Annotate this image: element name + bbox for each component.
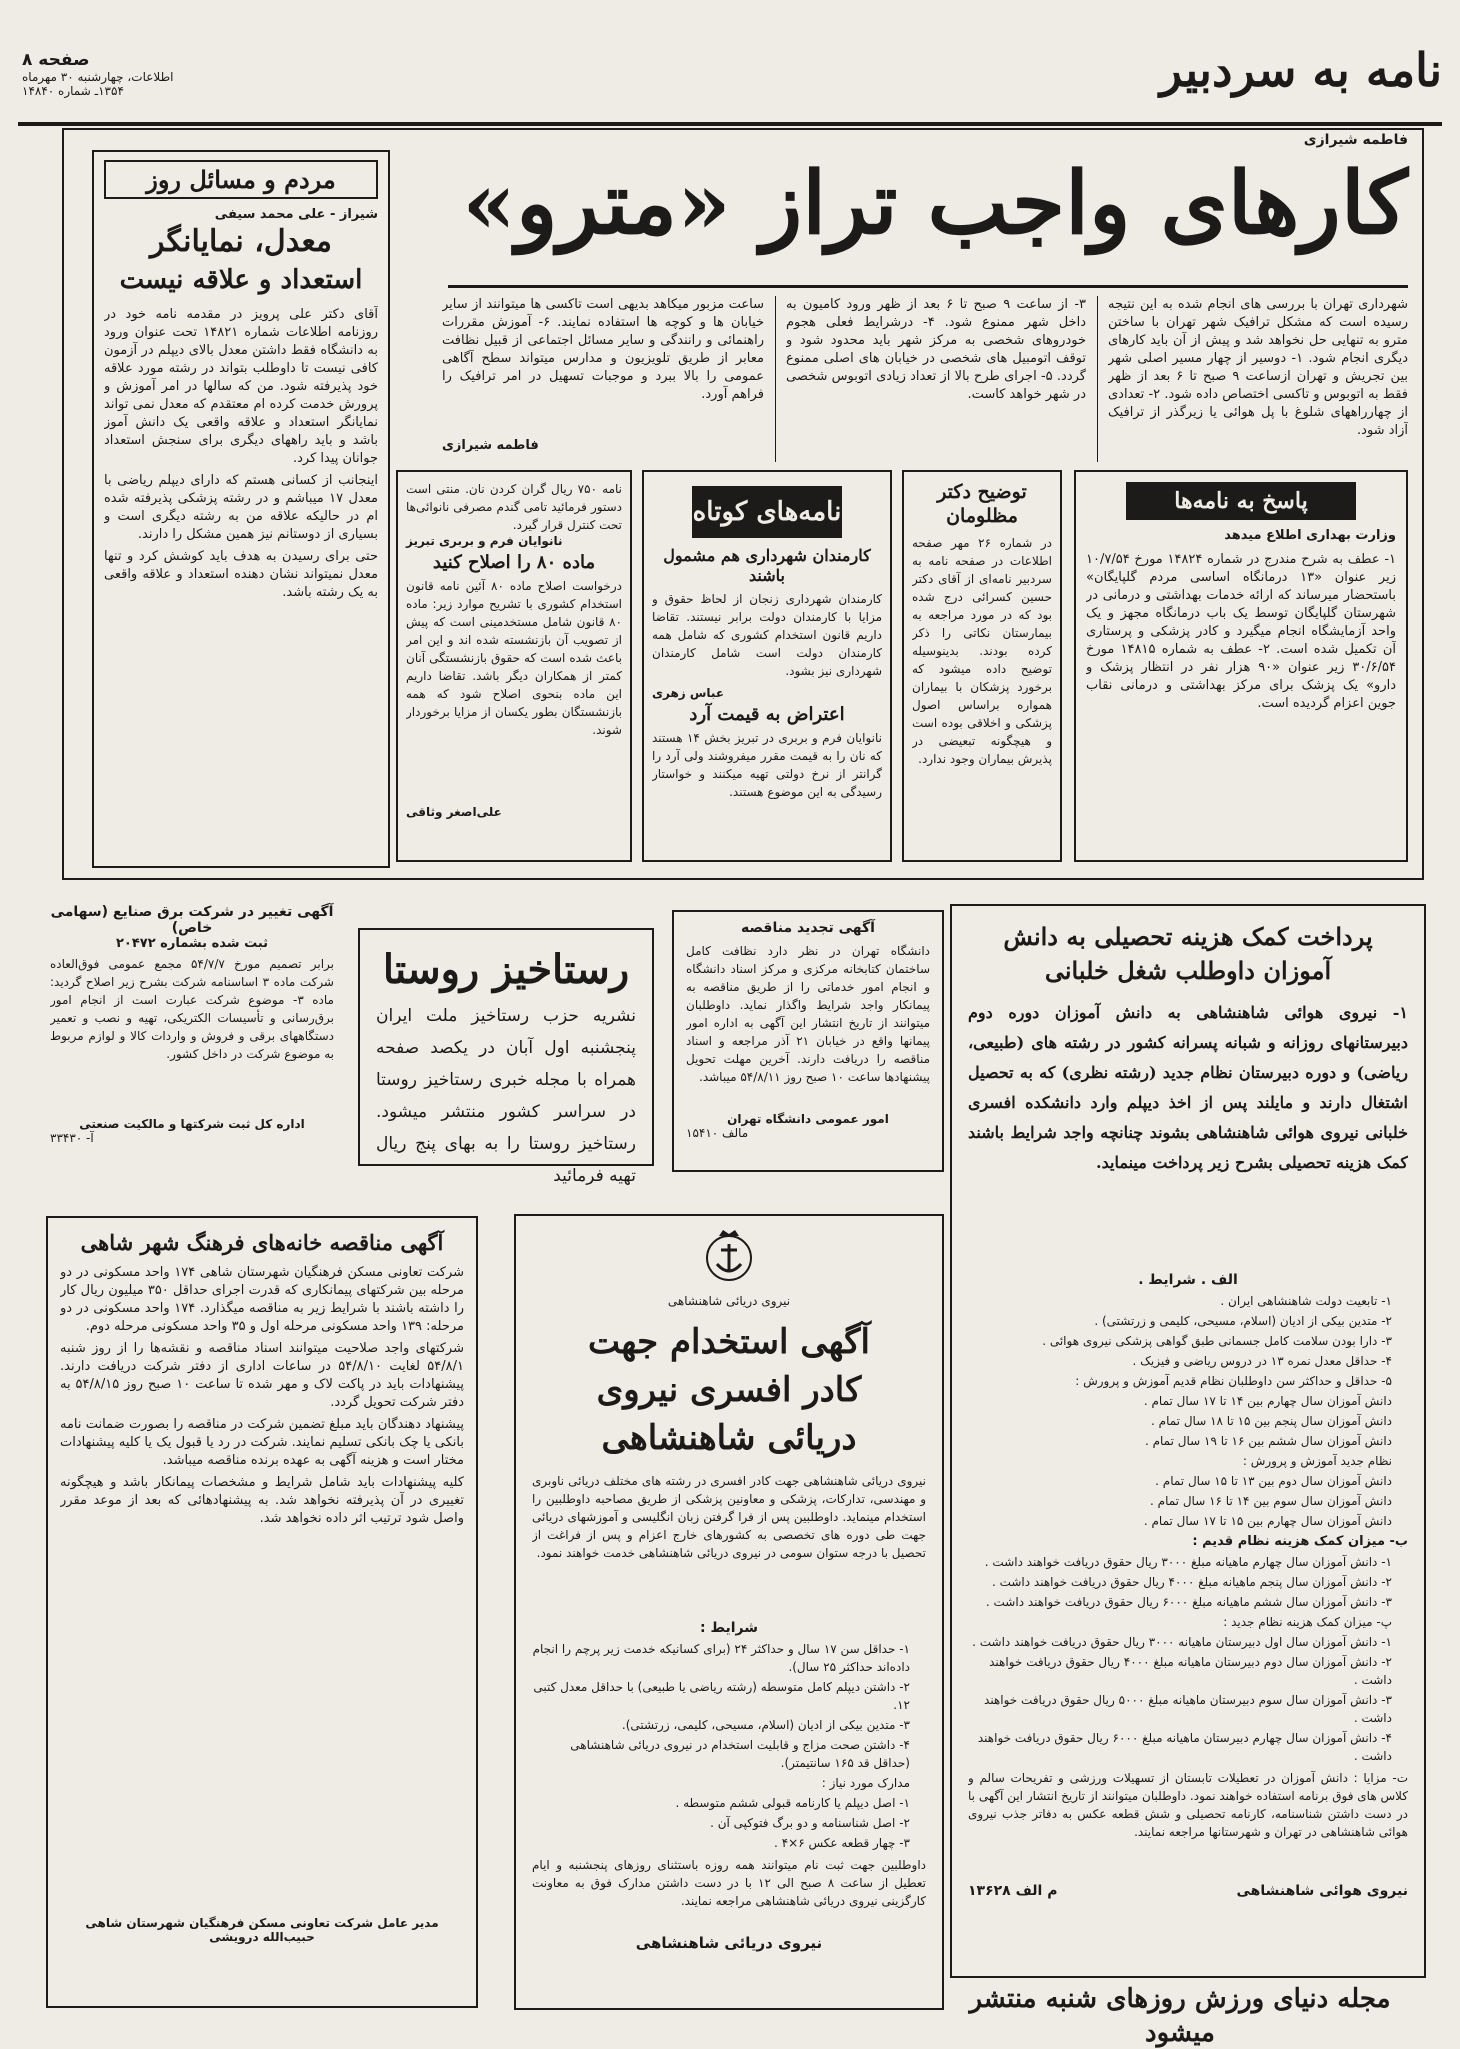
air-force-payment: ۳- دانش آموزان سال ششم ماهیانه مبلغ ۶۰۰۰ ریال حقوق دریافت خواهند داشت . [985, 1595, 1392, 1609]
change-body: برابر تصمیم مورخ ۵۴/۷/۷ مجمع عمومی فوق‌العاده شرکت ماده ۳ اساسنامه شرکت بشرح زیر اصلاح گردید: ماده ۳- موضوع شرکت عبارت است از انجام امور برق‌رسانی و تأسیسات الکتریکی، تهیه و نصب و تعمیر دستگاههای برقی و فروش و واردات کالا و لوازم مربوط به موضوع شرکت در داخل کشور. [50, 957, 334, 1061]
culture-paragraph: پیشنهاد دهندگان باید مبلغ تضمین شرکت در مناقصه را بصورت ضمانت نامه بانکی یا چک بانکی تسلیم نمایند. شرکت در رد یا قبول یک یا کلیه پیشنهادات مختار است و هزینه آگهی به عهده برنده مناقصه میباشد. [60, 1417, 464, 1468]
air-force-condition: ۱- تابعیت دولت شاهنشاهی ایران . [1220, 1294, 1392, 1308]
doctor-note-body: در شماره ۲۶ مهر صفحه اطلاعات در صفحه نامه به سردبیر نامه‌ای از آقای دکتر حسین کسرائی درج شده بود که در مورد مراجعه به بیمارستان نکاتی را ذکر کرده بودند. بدینوسیله توضیح داده میشود که برخورد پزشکان با بیماران همواره براساس اصول پزشکی و اخلاقی بوده است و هیچگونه تبعیضی در پذیرش بیماران وجود ندارد. [912, 536, 1052, 766]
rastakhiz-box [358, 928, 654, 1186]
lead-column-3-text: ساعت مزبور میکاهد بدیهی است تاکسی ها میتوانند از سایر خیابان ها و کوچه ها استفاده نمایند. ۶- آموزش مقررات راهنمائی و رانندگی و سایر مسائل اجتماعی از قبیل نظافت معابر از طریق تلویزیون و مدارس میتواند سطح آگاهی عمومی را بالا ببرد و موجبات تسهیل در امر ترافیک را فراهم آورد. [442, 297, 764, 402]
navy-emblem-caption: نیروی دریائی شاهنشاهی [667, 1294, 791, 1308]
responses-subtitle: وزارت بهداری اطلاع میدهد [1224, 528, 1396, 543]
rastakhiz-title: رستاخیز روستا [382, 946, 630, 993]
navy-condition: ۲- داشتن دیپلم کامل متوسطه (رشته ریاضی یا طبیعی) با حداقل معدل کتبی ۱۲. [533, 1680, 910, 1712]
lead-column-2: ۳- از ساعت ۹ صبح تا ۶ بعد از ظهر ورود کامیون به داخل شهر ممنوع شود. ۴- درشرایط فعلی هجوم خودروهای شخصی به مرکز شهر باید محدود شود و توقف اتومبیل های شخصی در خیابان های اصلی ممنوع گردد. ۵- اجرای طرح بالا از تعداد زیادی اتوبوس شخصی در شهر خواهد کاست. [786, 297, 1086, 402]
lead-headline: کارهای واجب تراز «مترو» [462, 153, 1408, 254]
air-force-condition: دانش آموزان سال چهارم بین ۱۵ تا ۱۷ سال تمام . [1143, 1514, 1392, 1528]
article80-title: ماده ۸۰ را اصلاح کنید [432, 552, 596, 573]
page-info [22, 50, 252, 98]
air-force-code: م الف ۱۳۶۲۸ [968, 1883, 1058, 1899]
tender-renewal-code: مالف ۱۵۴۱۰ [686, 1126, 749, 1140]
doctor-note-box [902, 470, 1062, 862]
culture-paragraph: شرکتهای واجد صلاحیت میتوانند اسناد مناقصه و نقشه‌ها را از روز شنبه ۵۴/۸/۱ لغایت ۵۴/۸/۱۰ در ساعات اداری از دفتر شرکت دریافت دارند. پیشنهادات باید در پاکت لاک و مهر شده تا ساعت ۱۰ صبح روز ۵۴/۸/۱۵ به دفتر شرکت تحویل گردد. [60, 1341, 464, 1410]
navy-outro: داوطلبین جهت ثبت نام میتوانند همه روزه باستثنای روزهای پنجشنبه و ایام تعطیل از ساعت ۸ صبح الی ۱۲ با در دست داشتن مدارک فوق به معاونت کارگزینی نیروی دریائی شاهنشاهی مراجعه نمایند. [532, 1858, 926, 1908]
responses-body: ۱- عطف به شرح مندرج در شماره ۱۴۸۲۴ مورخ ۱۰/۷/۵۴ زیر عنوان «۱۳ درمانگاه اساسی مردم گلپایگان» باستحضار میرساند که ارائه خدمات بهداشتی و درمانی در شهرستان گلپایگان توسط یک باب درمانگاه مجهز و یک واحد آزمایشگاه انجام میگیرد و کادر پزشکی و پرستاری آن تکمیل شده است. ۲- عطف به شماره ۱۴۸۱۵ مورخ ۳۰/۶/۵۴ زیر عنوان «۹۰ هزار نفر در انتظار پزشک و دارو» یک پزشک برای مرکز بهداشتی و درمانی نقاب جوین اعزام گردیده است. [1086, 552, 1396, 711]
air-force-payment: ۱- دانش آموزان سال چهارم ماهیانه مبلغ ۳۰۰۰ ریال حقوق دریافت خواهند داشت . [984, 1555, 1392, 1569]
rastakhiz-body: نشریه حزب رستاخیز ملت ایران پنجشنبه اول آبان در یکصد صفحه همراه با مجله خبری رستاخیز روستا در سراسر کشور منتشر میشود. رستاخیز روستا را به بهای پنج ریال تهیه فرمائید [376, 1006, 636, 1186]
short-letters-title: نامه‌های کوتاه [692, 486, 842, 538]
col-divider [1097, 296, 1098, 462]
navy-condition: ۴- داشتن صحت مزاج و قابلیت استخدام در نیروی دریائی شاهنشاهی (حداقل قد ۱۶۵ سانتیمتر). [570, 1738, 910, 1770]
air-force-intro: ۱- نیروی هوائی شاهنشاهی به دانش آموزان دوره دوم دبیرستانهای روزانه و شبانه پسرانه کشور در رشته های (طبیعی، ریاضی) و دوره دبیرستان نظام جدید (رشته نظری) که به تحصیل اشتغال دارند و مایلند پس از اخذ دیپلم وارد دانشکده افسری خلبانی نیروی هوائی شاهنشاهی بشوند چنانچه واجد شرایط باشند کمک هزینه تحصیلی بشرح زیر پرداخت مینماید. [968, 1003, 1408, 1172]
culture-paragraph: شرکت تعاونی مسکن فرهنگیان شهرستان شاهی ۱۷۴ واحد مسکونی در دو مرحله بین شرکتهای پیمانکاری که قدرت اجرای حداقل ۳۵۰ میلیون ریال کار را داشته باشند با شرایط زیر به مناقصه میگذارد. ۱۷۴ واحد مسکونی در دو مرحله: ۱۳۹ واحد مسکونی مرحله اول و ۳۵ واحد مسکونی مرحله دوم. [60, 1265, 464, 1334]
tender-renewal-footer: امور عمومی دانشگاه تهران [727, 1112, 889, 1126]
navy-box [514, 1214, 944, 2010]
navy-title-3: دریائی شاهنشاهی [601, 1418, 857, 1458]
people-title-1: معدل، نمایانگر [149, 224, 332, 259]
navy-intro: نیروی دریائی شاهنشاهی جهت کادر افسری در رشته های مختلف دریائی ناوبری و مهندسی، تدارکات، پزشکی و معاونین پزشکی از طریق مصاحبه داوطلبین را استخدام مینماید. داوطلبین پس از فرا گرفتن زبان انگلیسی و آموزشهای دریائی جهت طی دوره های تخصصی به کشورهای خارج اعزام و پس از فراغت از تحصیل با درجه ستوان سومی در نیروی دریائی شاهنشاهی خدمت خواهند نمود. [532, 1474, 926, 1560]
page-number: صفحه ۸ [22, 50, 90, 70]
navy-emblem-icon [701, 1228, 757, 1290]
change-code: آ- ۳۳۴۳۰ [50, 1131, 94, 1145]
headline-rule [448, 285, 1408, 288]
air-force-condition: نظام جدید آموزش و پرورش : [1242, 1454, 1392, 1468]
issue-line: ۱۳۵۴ـ شماره ۱۴۸۴۰ [22, 84, 124, 98]
article80-intro: نامه ۷۵۰ ریال گران کردن نان. منتی است دستور فرمائید تامی گندم مصرفی نانوائی‌ها تحت کنترل قرار گیرد. [406, 482, 622, 532]
lead-author: فاطمه شیرازی [1303, 132, 1408, 148]
date-line: اطلاعات، چهارشنبه ۳۰ مهرماه [22, 70, 174, 84]
air-force-conditions [968, 1292, 1408, 1530]
short-letters-box [642, 470, 892, 862]
air-force-section-a: الف . شرایط . [1138, 1272, 1238, 1288]
people-tag: مردم و مسائل روز [104, 160, 378, 199]
air-force-condition: ۵- حداقل و حداکثر سن داوطلبان نظام قدیم آموزش و پرورش : [1075, 1374, 1392, 1388]
air-force-payment: پ- میزان کمک هزینه نظام جدید : [1223, 1615, 1392, 1629]
culture-name: حبیب‌الله درویشی [209, 1930, 315, 1944]
navy-emblem-wrap [532, 1228, 926, 1294]
culture-tender-body [60, 1264, 464, 1916]
air-force-payment: ۱- دانش آموزان سال اول دبیرستان ماهیانه ۳۰۰۰ ریال حقوق دریافت خواهند داشت . [972, 1635, 1392, 1649]
air-force-signature: نیروی هوائی شاهنشاهی [1236, 1883, 1408, 1899]
navy-condition: ۱- اصل دیپلم یا کارنامه قبولی ششم متوسطه . [675, 1796, 910, 1810]
air-force-condition: دانش آموزان سال پنجم بین ۱۵ تا ۱۸ سال تمام . [1151, 1414, 1392, 1428]
short-item1-title: کارمندان شهرداری هم مشمول باشند [663, 546, 871, 585]
short-item1-sign: عباس زهری [652, 686, 725, 700]
sports-note: مجله دنیای ورزش روزهای شنبه منتشر میشود [969, 1984, 1391, 2048]
article80-box [396, 470, 632, 862]
navy-condition: ۳- چهار قطعه عکس ۶×۴ . [774, 1836, 910, 1850]
article80-sign: علی‌اصغر وثاقی [406, 805, 502, 819]
people-title-2: استعداد و علاقه نیست [119, 265, 363, 295]
tender-renewal-box [672, 910, 944, 1172]
air-force-outro: ت- مزایا : دانش آموزان در تعطیلات تابستان از تسهیلات ورزشی و تفریحات سالم و کلاس های فوق برنامه استفاده خواهند نمود. داوطلبان میتوانند از تاریخ انتشار این آگهی با در دست داشتن شناسنامه، کارنامه تحصیلی و شش قطعه عکس به دفاتر جذب نیروی هوائی شاهنشاهی در تهران و شهرستانها مراجعه نمایند. [968, 1771, 1408, 1839]
culture-tender-box [46, 1216, 478, 2008]
air-force-payment: ۴- دانش آموزان سال چهارم دبیرستان ماهیانه مبلغ ۶۰۰۰ ریال حقوق دریافت خواهند داشت . [977, 1731, 1392, 1763]
article80-body: درخواست اصلاح ماده ۸۰ آئین نامه قانون استخدام کشوری با تشریح موارد زیر: ماده ۸۰ قانون شامل مستخدمینی است که پیش از تصویب آن بازنشسته شده اند و این امر باعث شده است که حقوق بازنشستگی آنان کمتر از همکاران دیگر باشد. تقاضا داریم این ماده بنحوی اصلاح شود که همه بازنشستگان بطور یکسان از مزایا برخوردار شوند. [406, 579, 622, 737]
lead-column-1: شهرداری تهران با بررسی های انجام شده به این نتیجه رسیده است که مشکل ترافیک شهر تهران با ساختن مترو به تنهایی حل نخواهد شد و پیش از آن باید کارهای دیگری انجام شود. ۱- دوسیر از چهار مسیر اصلی شهر بین تجریش و تهران ازساعت ۹ صبح تا ۶ بعد از ظهر فقط به اتوبوس و تاکسی اختصاص داده شود. ۲- تعدادی از چهارراههای شلوغ با پل هوائی یا زیرگذر از ترافیک آزاد شود. [1108, 297, 1408, 438]
lead-column-3 [442, 296, 764, 462]
navy-signature: نیروی دریائی شاهنشاهی [635, 1934, 823, 1952]
masthead-rule [18, 122, 1442, 126]
short-item2-body: نانوایان فرم و بربری در تبریز بخش ۱۴ هستند که نان را به قیمت مقرر میفروشند ولی آرد را گرانتر از نرخ دولتی تهیه میکنند و خواستار رسیدگی به این موضوع هستند. [652, 731, 882, 799]
navy-title-2: کادر افسری نیروی [596, 1370, 862, 1410]
navy-title-1: آگهی استخدام جهت [588, 1322, 870, 1362]
people-byline: شیراز - علی محمد سیفی [214, 207, 378, 222]
navy-conditions-title: شرایط : [700, 1620, 758, 1636]
people-body [104, 306, 378, 810]
air-force-condition: دانش آموزان سال چهارم بین ۱۴ تا ۱۷ سال تمام . [1143, 1394, 1392, 1408]
navy-condition: ۳- متدین بیکی از ادیان (اسلام، مسیحی، کلیمی، زرتشتی). [621, 1718, 910, 1732]
air-force-title: پرداخت کمک هزینه تحصیلی به دانش آموزان داوطلب شغل خلبانی [1003, 922, 1373, 985]
people-paragraph: حتی برای رسیدن به هدف باید کوشش کرد و تنها معدل نمیتواند نشان دهنده استعداد و علاقه واقعی به یک رشته باشد. [104, 549, 378, 600]
air-force-condition: دانش آموزان سال دوم بین ۱۳ تا ۱۵ سال تمام . [1155, 1474, 1392, 1488]
navy-condition: ۲- اصل شناسنامه و دو برگ فتوکپی آن . [710, 1816, 910, 1830]
air-force-box [950, 904, 1426, 1978]
responses-title: پاسخ به نامه‌ها [1126, 482, 1356, 520]
culture-tender-title: آگهی مناقصه خانه‌های فرهنگ شهر شاهی [80, 1230, 444, 1255]
navy-condition: مدارک مورد نیاز : [821, 1776, 910, 1790]
people-paragraph: آقای دکتر علی پرویز در مقدمه نامه خود در روزنامه اطلاعات شماره ۱۴۸۲۱ تحت عنوان ورود به دانشگاه فقط داشتن معدل بالای دیپلم در آزمون کافی نیست تا داوطلب بتواند در رشته مورد علاقه خود پذیرفته شود. من که سالها در امر آموزش و پرورش خدمت کرده ام معتقدم که معدل نمی تواند نمایانگر استعداد و علاقه واقعی یک دانش آموز باشد و باید راههای دیگری برای سنجش استعداد جوانان پیدا کرد. [104, 307, 378, 466]
lead-signature: فاطمه شیرازی [442, 438, 539, 453]
air-force-section-b: ب- میزان کمک هزینه نظام قدیم : [1192, 1534, 1408, 1549]
tender-renewal-title: آگهی تجدید مناقصه [741, 920, 875, 936]
culture-paragraph: کلیه پیشنهادات باید شامل شرایط و مشخصات پیمانکار باشد و هیچگونه تغییری در آن پذیرفته نخواهد شد. به پیشنهادهائی که بعد از موعد مقرر واصل شود ترتیب اثر داده نخواهد شد. [60, 1475, 464, 1526]
change-reg: ثبت شده بشماره ۲۰۴۷۲ [115, 936, 269, 951]
doctor-note-title: توضیح دکتر مظلومان [937, 481, 1027, 527]
section-title: نامه به سردبیر [1159, 43, 1442, 97]
tender-renewal-body: دانشگاه تهران در نظر دارد نظافت کامل ساختمان کتابخانه مرکزی و مرکز اسناد دانشگاه و انجام امور خدماتی را از طریق مناقصه به پیمانکار واجد شرایط واگذار نماید. داوطلبان میتوانند از تاریخ انتشار این آگهی به اداره امور پیمانها واقع در خیابان ۲۱ آذر مراجعه و اسناد مناقصه را دریافت دارند. آخرین مهلت تحویل پیشنهادها ساعت ۱۰ صبح روز ۵۴/۸/۱۱ میباشد. [686, 944, 930, 1084]
air-force-payments [968, 1553, 1408, 1765]
air-force-condition: دانش آموزان سال ششم بین ۱۶ تا ۱۹ سال تمام . [1144, 1434, 1392, 1448]
air-force-condition: ۲- متدین بیکی از ادیان (اسلام، مسیحی، کلیمی و زرتشتی) . [1094, 1314, 1392, 1328]
navy-condition: ۱- حداقل سن ۱۷ سال و حداکثر ۲۴ (برای کسانیکه خدمت زیر پرچم را انجام داده‌اند حداکثر ۲۵ سال). [532, 1642, 910, 1674]
navy-conditions [532, 1640, 926, 1852]
change-notice [44, 904, 340, 1154]
short-item2-title: اعتراض به قیمت آرد [689, 704, 845, 725]
air-force-payment: ۲- دانش آموزان سال پنجم ماهیانه مبلغ ۴۰۰۰ ریال حقوق دریافت خواهند داشت . [991, 1575, 1392, 1589]
change-title: آگهی تغییر در شرکت برق صنایع (سهامی خاص) [50, 904, 334, 936]
air-force-footer [968, 1883, 1408, 1899]
air-force-payment: ۲- دانش آموزان سال دوم دبیرستان ماهیانه مبلغ ۴۰۰۰ ریال حقوق دریافت خواهند داشت . [989, 1655, 1392, 1687]
air-force-condition: دانش آموزان سال سوم بین ۱۴ تا ۱۶ سال تمام . [1150, 1494, 1392, 1508]
short-item1-body: کارمندان شهرداری زنجان از لحاظ حقوق و مزایا با کارمندان دولت برابر نیستند. تقاضا داریم قانون استخدام کشوری که شامل همه کارمندان دولت است شامل کارمندان شهرداری نیز بشود. [652, 592, 882, 678]
col-divider [775, 296, 776, 462]
people-issues-box [92, 150, 390, 868]
change-footer: اداره کل ثبت شرکتها و مالکیت صنعتی [79, 1117, 305, 1131]
responses-box [1074, 470, 1408, 862]
article80-bakers: نانوایان فرم و بربری تبریز [406, 534, 563, 548]
culture-signature: مدیر عامل شرکت تعاونی مسکن فرهنگیان شهرستان شاهی [85, 1916, 439, 1930]
air-force-condition: ۴- حداقل معدل نمره ۱۳ در دروس ریاضی و فیزیک . [1132, 1354, 1392, 1368]
people-paragraph: اینجانب از کسانی هستم که دارای دیپلم ریاضی با معدل ۱۷ میباشم و در رشته پزشکی پذیرفته شده ام در حالیکه علاقه من به رشته دیگری است و بسیاری از دوستانم نیز همین مشکل را دارند. [104, 473, 378, 542]
air-force-condition: ۳- دارا بودن سلامت کامل جسمانی طبق گواهی پزشکی نیروی هوائی . [1042, 1334, 1392, 1348]
air-force-payment: ۳- دانش آموزان سال سوم دبیرستان ماهیانه مبلغ ۵۰۰۰ ریال حقوق دریافت خواهند داشت . [984, 1693, 1392, 1725]
